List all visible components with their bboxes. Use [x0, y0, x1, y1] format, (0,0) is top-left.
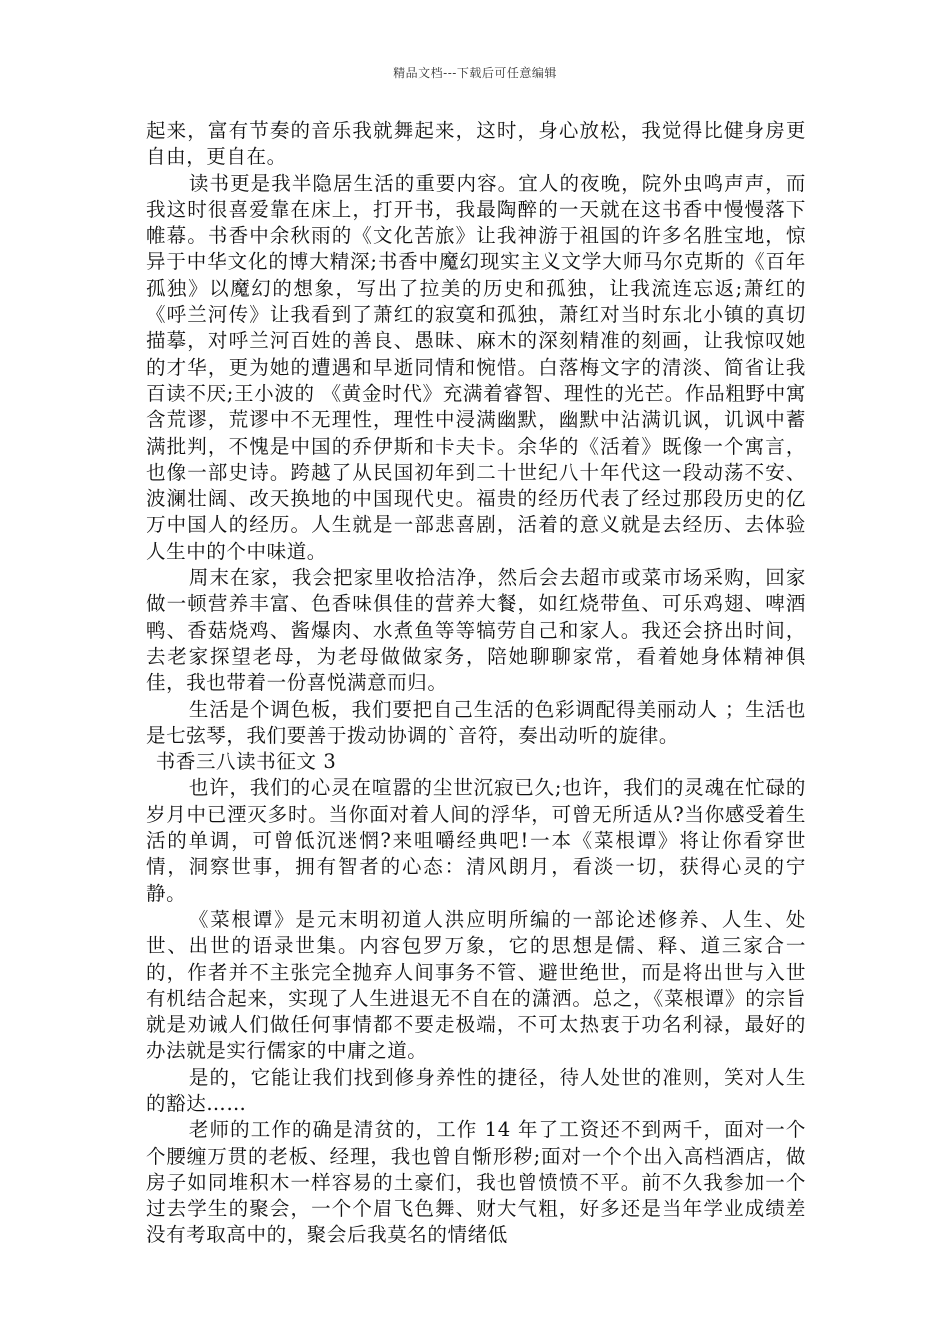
- paragraph: 是的，它能让我们找到修身养性的捷径，待人处世的准则，笑对人生的豁达……: [146, 1065, 806, 1115]
- document-body: [146, 118, 806, 1249]
- paragraph: 起来，富有节奏的音乐我就舞起来，这时，身心放松，我觉得比健身房更自由，更自在。: [146, 119, 806, 169]
- section-heading: 书香三八读书征文 3: [155, 750, 337, 774]
- paragraph: 周末在家，我会把家里收拾洁净，然后会去超市或菜市场采购，回家做一顿营养丰富、色香味俱佳的营养大餐，如红烧带鱼、可乐鸡翅、啤酒鸭、香菇烧鸡、酱爆肉、水煮鱼等等犒劳自己和家人。我还会挤出时间，去老家探望老母，为老母做做家务，陪她聊聊家常，看着她身体精神俱佳，我也带着一份喜悦满意而归。: [146, 566, 806, 695]
- paragraph: 生活是个调色板，我们要把自己生活的色彩调配得美丽动人 ；生活也是七弦琴，我们要善于拨动协调的`音符，奏出动听的旋律。: [146, 697, 806, 747]
- paragraph: 也许，我们的心灵在喧嚣的尘世沉寂已久;也许，我们的灵魂在忙碌的岁月中已湮灭多时。当你面对着人间的浮华，可曾无所适从?当你感受着生活的单调，可曾低沉迷惘?来咀嚼经典吧!一本《菜根谭》将让你看穿世情，洞察世事，拥有智者的心态：清风朗月，看淡一切，获得心灵的宁静。: [146, 776, 806, 905]
- page-header: 精品文档---下载后可任意编辑: [393, 66, 557, 80]
- paragraph: 读书更是我半隐居生活的重要内容。宜人的夜晚，院外虫鸣声声，而我这时很喜爱靠在床上，打开书，我最陶醉的一天就在这书香中慢慢落下帷幕。书香中余秋雨的《文化苦旅》让我神游于祖国的许多名胜宝地，惊异于中华文化的博大精深;书香中魔幻现实主义文学大师马尔克斯的《百年孤独》以魔幻的想象，写出了拉美的历史和孤独，让我流连忘返;萧红的《呼兰河传》让我看到了萧红的寂寞和孤独，萧红对当时东北小镇的真切描摹，对呼兰河百姓的善良、愚昧、麻木的深刻精准的刻画，让我惊叹她的才华，更为她的遭遇和早逝同情和惋惜。白落梅文字的清淡、简省让我百读不厌;王小波的 《黄金时代》充满着睿智、理性的光芒。作品粗野中寓含荒谬，荒谬中不无理性，理性中浸满幽默，幽默中沾满讥讽，讥讽中蓄满批判，不愧是中国的乔伊斯和卡夫卡。余华的《活着》既像一个寓言，也像一部史诗。跨越了从民国初年到二十世纪八十年代这一段动荡不安、波澜壮阔、改天换地的中国现代史。福贵的经历代表了经过那段历史的亿万中国人的经历。人生就是一部悲喜剧，活着的意义就是去经历、去体验人生中的个中味道。: [146, 171, 806, 563]
- paragraph: 《菜根谭》是元末明初道人洪应明所编的一部论述修养、人生、处世、出世的语录世集。内容包罗万象，它的思想是儒、释、道三家合一的，作者并不主张完全抛弃人间事务不管、避世绝世，而是将出世与入世有机结合起来，实现了人生进退无不自在的潇洒。总之，《菜根谭》的宗旨就是劝诫人们做任何事情都不要走极端，不可太热衷于功名利禄，最好的办法就是实行儒家的中庸之道。: [146, 907, 806, 1063]
- paragraph: 老师的工作的确是清贫的，工作 14 年了工资还不到两千，面对一个个腰缠万贯的老板、经理，我也曾自惭形秽;面对一个个出入高档酒店，做房子如同堆积木一样容易的土豪们，我也曾愤愤不平。前不久我参加一个过去学生的聚会，一个个眉飞色舞、财大气粗，好多还是当年学业成绩差没有考取高中的，聚会后我莫名的情绪低: [146, 1118, 806, 1247]
